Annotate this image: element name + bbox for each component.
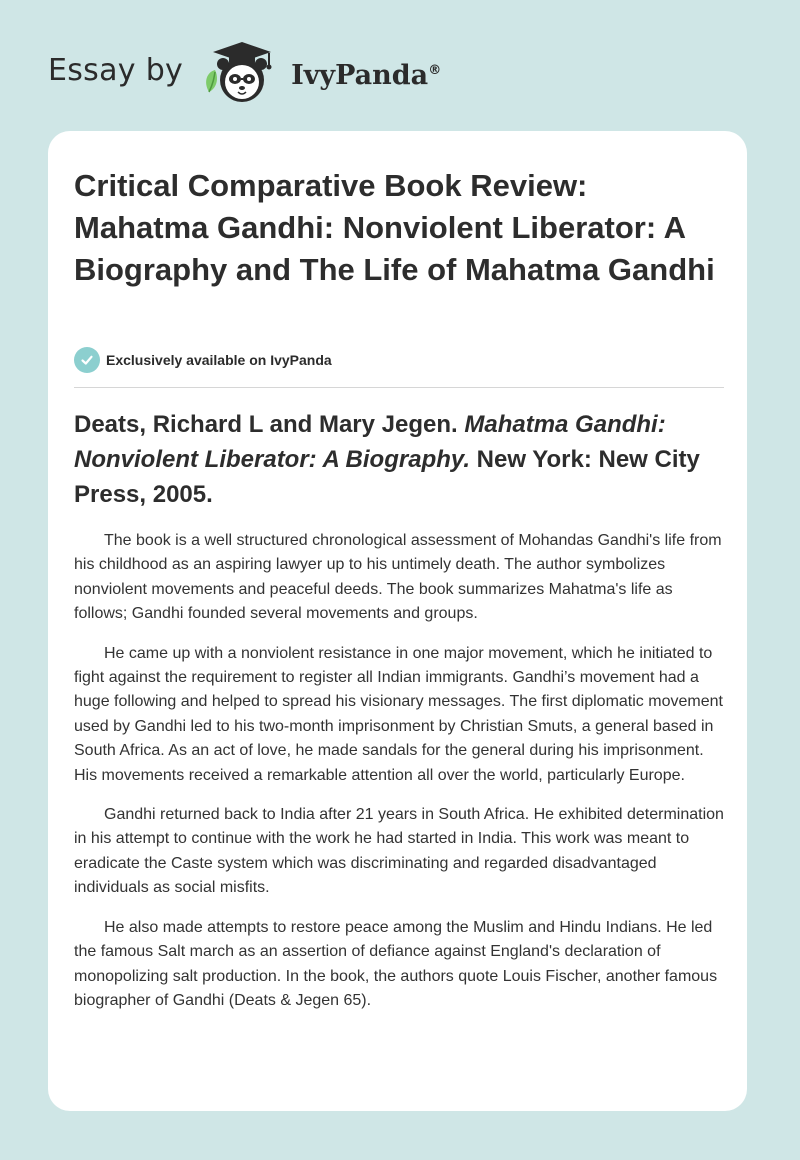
essay-title: Critical Comparative Book Review: Mahatma Gandhi: Nonviolent Liberator: A Biography and The Life of Mahatma Gandhi (74, 168, 715, 287)
body-paragraph: He also made attempts to restore peace among the Muslim and Hindu Indians. He led the famous Salt march as an assertion of defiance against England's declaration of monopolizing salt production. In the book, the authors quote Louis Fischer, another famous biographer of Gandhi (Deats & Jegen 65). (74, 918, 718, 1009)
citation-publisher: New York: New City Press, 2005. (74, 446, 700, 508)
check-icon (74, 347, 100, 373)
citation-book-title: Mahatma Gandhi: Nonviolent Liberator: A Biography. (74, 411, 666, 473)
citation-heading (74, 407, 724, 512)
body-paragraph: The book is a well structured chronological assessment of Mohandas Gandhi's life from his childhood as an aspiring lawyer up to his untimely death. The author symbolizes nonviolent movements and peaceful deeds. The book summarizes Mahatma's life as follows; Gandhi founded several movements and groups. (74, 532, 722, 623)
body-paragraph: Gandhi returned back to India after 21 years in South Africa. He exhibited determination in his attempt to continue with the work he had started in India. This work was meant to eradicate the Caste system which was discriminating and regarded disadvantaged individuals as social misfits. (74, 806, 724, 897)
citation-authors: Deats, Richard L and Mary Jegen. (74, 411, 465, 438)
panda-graduate-logo-icon (199, 36, 285, 108)
registered-mark: ® (428, 62, 442, 78)
exclusive-label: Exclusively available on IvyPanda (106, 352, 332, 368)
essay-by-label: Essay by (48, 52, 184, 88)
essay-body (74, 529, 724, 1028)
body-paragraph: He came up with a nonviolent resistance in one major movement, which he initiated to fight against the requirement to register all Indian immigrants. Gandhi’s movement had a huge following and helped to spread his visionary messages. The first diplomatic movement used by Gandhi led to his two-month imprisonment by Christian Smuts, a general based in South Africa. As an act of love, he made sandals for the general during his imprisonment. His movements received a remarkable attention all over the world, particularly Europe. (74, 644, 723, 784)
divider (74, 387, 724, 388)
exclusive-badge (74, 347, 332, 373)
essay-card (48, 131, 747, 1111)
ivypanda-brand-name: IvyPanda® (291, 59, 442, 91)
header-brand[interactable] (48, 36, 441, 108)
